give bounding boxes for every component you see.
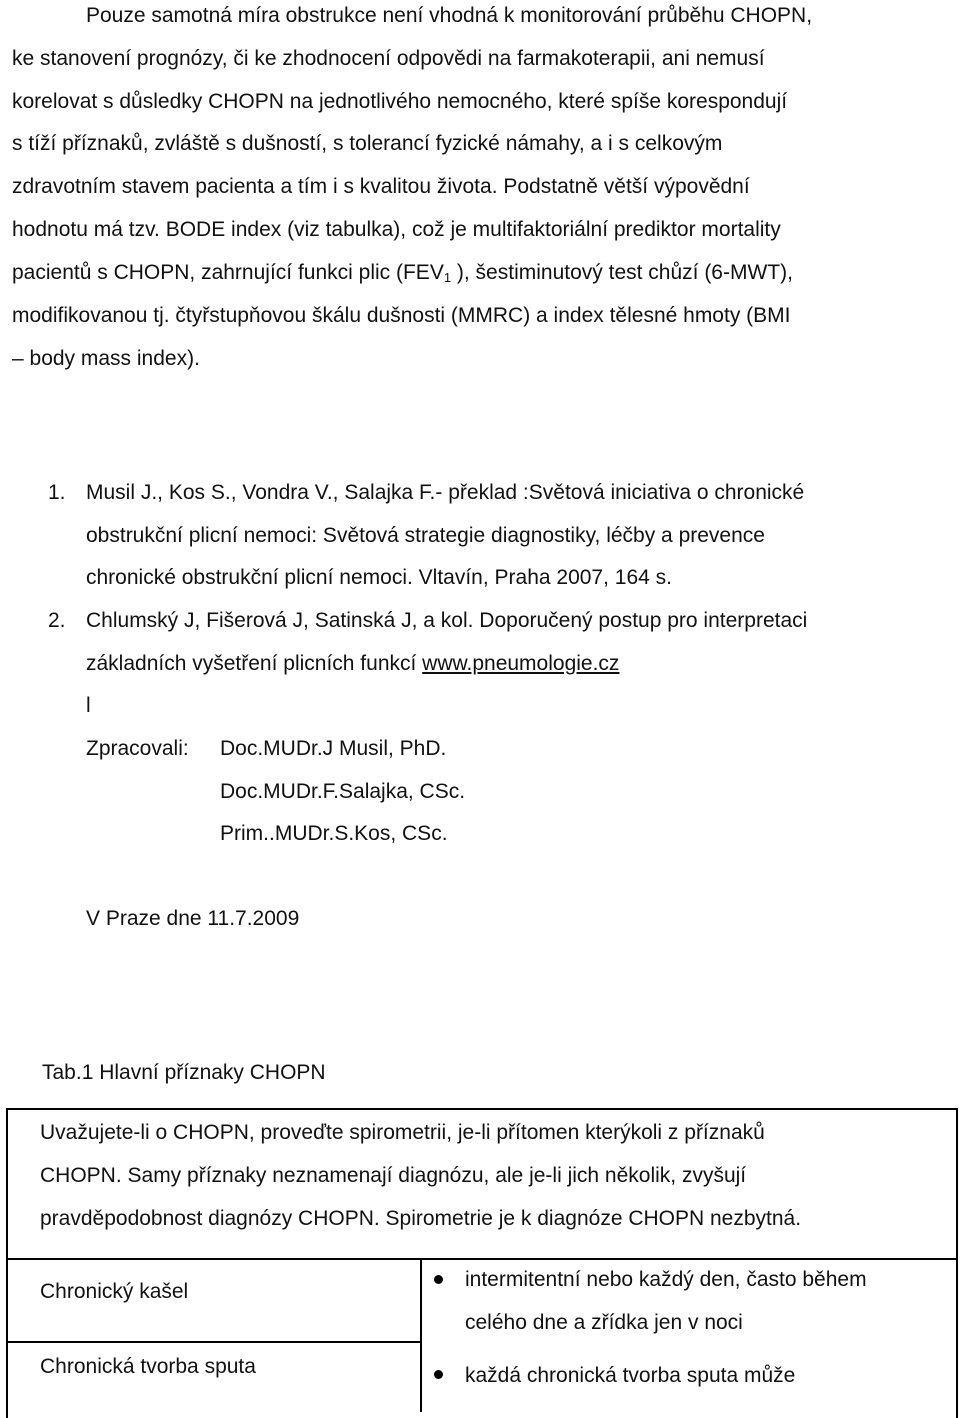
paragraph-line: zdravotním stavem pacienta a tím i s kvalitou života. Podstatně větší výpovědní: [12, 175, 750, 198]
paragraph-line: – body mass index).: [12, 347, 200, 370]
author-name: Doc.MUDr.J Musil, PhD.: [220, 737, 447, 760]
paragraph-text: ), šestiminutový test chůzí (6-MWT),: [451, 261, 793, 284]
reference-line: Musil J., Kos S., Vondra V., Salajka F.- překlad :Světová iniciativa o chronické: [86, 481, 805, 504]
paragraph-text: pacientů s CHOPN, zahrnující funkci plic (FEV: [12, 261, 444, 284]
table-caption: Tab.1 Hlavní příznaky CHOPN: [42, 1061, 326, 1084]
paragraph-line: Pouze samotná míra obstrukce není vhodná k monitorování průběhu CHOPN,: [86, 4, 813, 27]
symptom-description: každá chronická tvorba sputa může: [465, 1364, 796, 1387]
subscript: 1: [443, 270, 452, 285]
reference-line: Chlumský J, Fišerová J, Satinská J, a kol. Doporučený postup pro interpretaci: [86, 609, 808, 632]
paragraph-line: hodnotu má tzv. BODE index (viz tabulka), což je multifaktoriální prediktor mortality: [12, 218, 781, 241]
reference-number: 1.: [48, 481, 66, 504]
table-intro-line: Uvažujete-li o CHOPN, proveďte spirometrii, je-li přítomen kterýkoli z příznaků: [40, 1121, 765, 1144]
author-name: Doc.MUDr.F.Salajka, CSc.: [220, 780, 466, 803]
bullet-icon: [434, 1370, 443, 1379]
authors-label: Zpracovali:: [86, 737, 189, 760]
column-divider: [420, 1258, 422, 1412]
paragraph-line: modifikovanou tj. čtyřstupňovou škálu dušnosti (MMRC) a index tělesné hmoty (BMI: [12, 304, 791, 327]
paragraph-line: [12, 261, 793, 285]
paragraph-line: ke stanovení prognózy, či ke zhodnocení odpovědi na farmakoterapii, ani nemusí: [12, 47, 765, 70]
date-line: V Praze dne 11.7.2009: [86, 907, 300, 930]
stray-character: l: [86, 694, 91, 717]
table-intro-line: CHOPN. Samy příznaky neznamenají diagnózu, ale je-li jich několik, zvyšují: [40, 1164, 747, 1187]
paragraph-line: korelovat s důsledky CHOPN na jednotlivého nemocného, které spíše korespondují: [12, 90, 788, 113]
symptom-label: Chronický kašel: [40, 1280, 189, 1303]
reference-line: obstrukční plicní nemoci: Světová strategie diagnostiky, léčby a prevence: [86, 524, 765, 547]
paragraph-line: s tíží příznaků, zvláště s dušností, s tolerancí fyzické námahy, a i s celkovým: [12, 132, 723, 155]
reference-number: 2.: [48, 609, 66, 632]
symptom-label: Chronická tvorba sputa: [40, 1355, 256, 1378]
reference-line: [86, 652, 619, 676]
row-divider: [6, 1341, 422, 1343]
symptom-description: intermitentní nebo každý den, často během: [465, 1268, 867, 1291]
reference-line: chronické obstrukční plicní nemoci. Vltavín, Praha 2007, 164 s.: [86, 566, 672, 589]
symptom-description: celého dne a zřídka jen v noci: [465, 1311, 743, 1334]
pneumologie-link[interactable]: www.pneumologie.cz: [422, 652, 620, 675]
reference-text: základních vyšetření plicních funkcí: [86, 652, 423, 675]
bullet-icon: [434, 1275, 443, 1284]
table-intro-line: pravděpodobnost diagnózy CHOPN. Spirometrie je k diagnóze CHOPN nezbytná.: [40, 1207, 802, 1230]
author-name: Prim..MUDr.S.Kos, CSc.: [220, 822, 448, 845]
